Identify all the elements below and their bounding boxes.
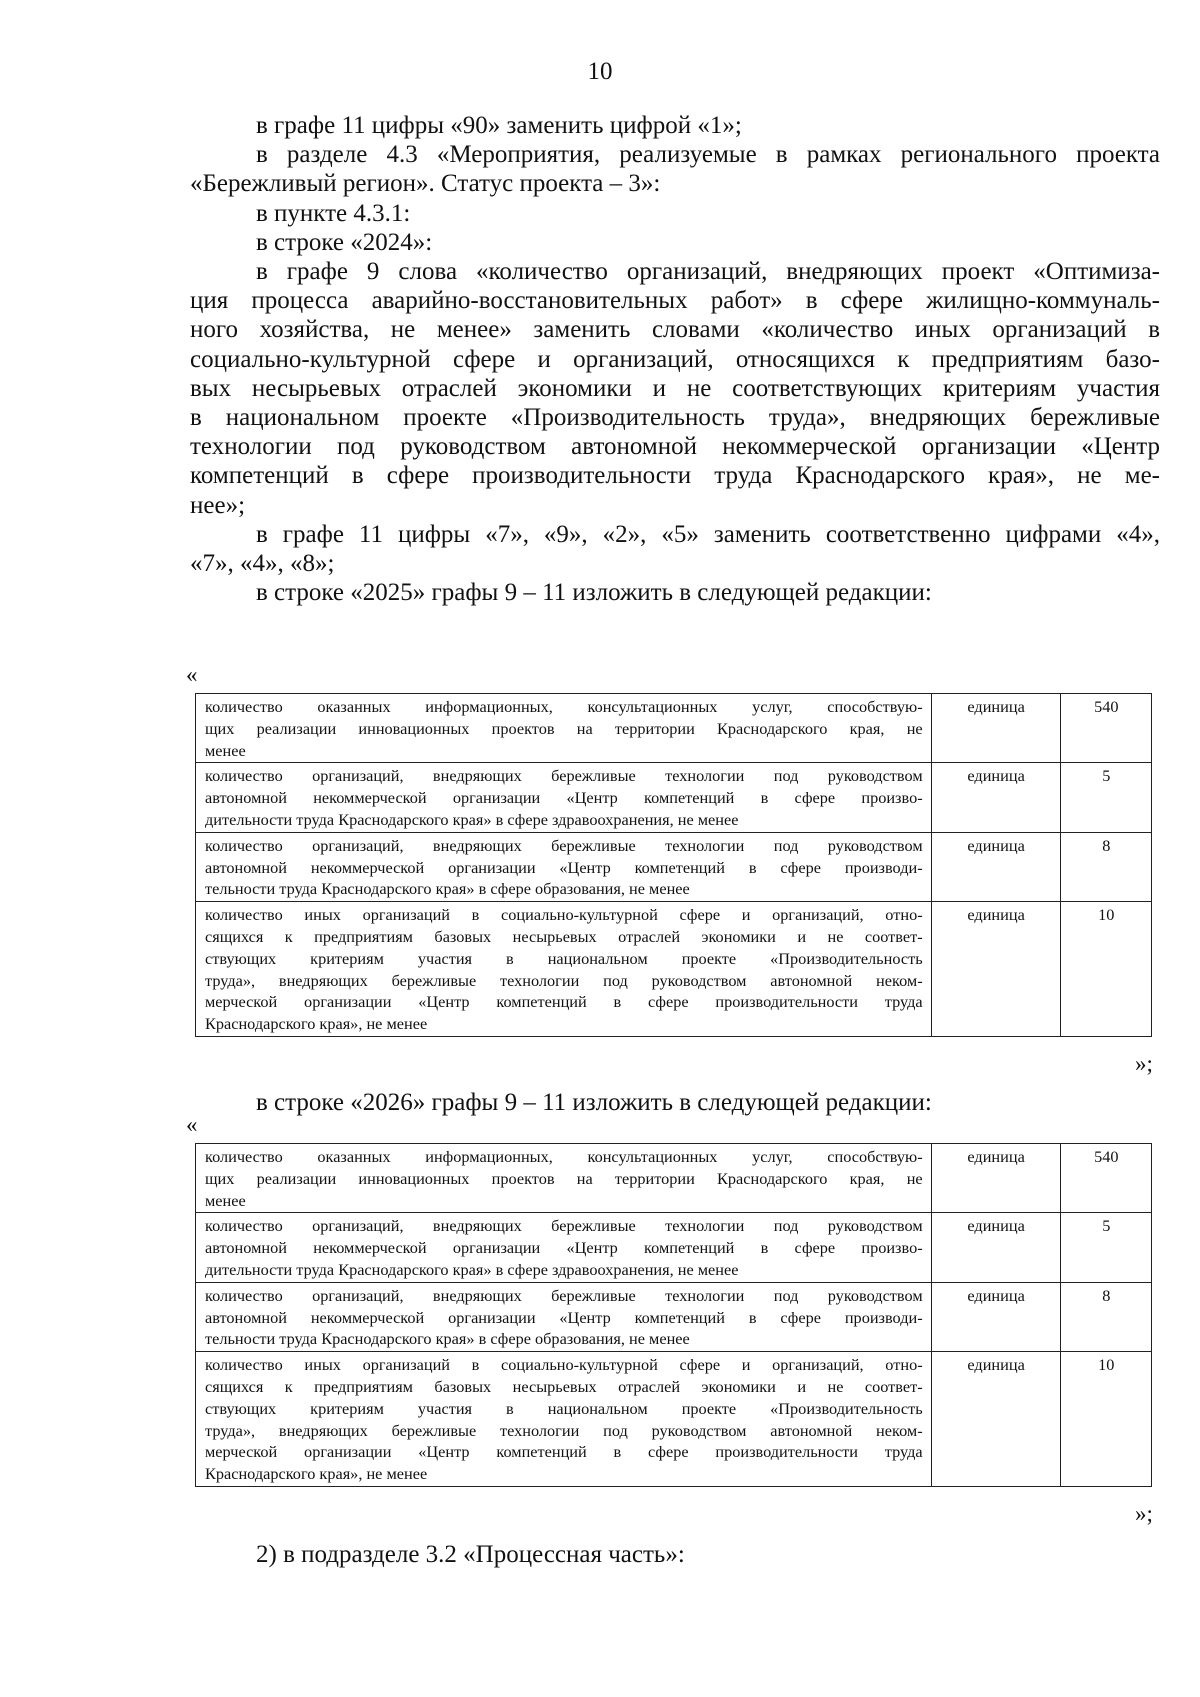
value-cell: 10 [1060, 902, 1151, 1037]
indicator-description-cell [196, 1213, 932, 1282]
closing-quote: »; [1135, 1051, 1153, 1076]
description-line: количество организаций, внедряющих бережливые технологии под руководством [205, 766, 923, 786]
amendment-table-2025 [195, 693, 1152, 1037]
text-line: «7», «4», «8»; [190, 550, 335, 578]
text-line: компетенций в сфере производительности труда Краснодарского края», не ме- [190, 462, 1160, 490]
value-cell: 540 [1060, 694, 1151, 763]
description-line: количество организаций, внедряющих бережливые технологии под руководством [205, 1216, 923, 1236]
description-line: менее [205, 740, 246, 760]
value-cell: 10 [1060, 1352, 1151, 1487]
table-row [196, 902, 1152, 1037]
description-line: количество иных организаций в социально-культурной сфере и организаций, отно- [205, 905, 923, 925]
description-line: мерческой организации «Центр компетенций в сфере производительности труда [205, 1442, 923, 1462]
table-body [196, 1144, 1152, 1487]
text-line: в строке «2025» графы 9 – 11 изложить в следующей редакции: [256, 579, 932, 607]
text-line: в пункте 4.3.1: [256, 199, 411, 227]
text-line: «Бережливый регион». Статус проекта – 3»: [190, 170, 661, 198]
indicator-description-cell [196, 902, 932, 1037]
description-line: количество оказанных информационных, консультационных услуг, способствую- [205, 1147, 923, 1166]
table-row [196, 694, 1152, 763]
table-body [196, 694, 1152, 1037]
value-cell: 8 [1060, 1282, 1151, 1351]
text-line: в национальном проекте «Производительность труда», внедряющих бережливые [190, 404, 1160, 432]
text-line: в графе 9 слова «количество организаций, внедряющих проект «Оптимиза- [256, 258, 1160, 286]
table-row [196, 1144, 1152, 1213]
description-line: Краснодарского края», не менее [205, 1014, 428, 1034]
description-line: дительности труда Краснодарского края» в сфере здравоохранения, не менее [205, 1259, 739, 1279]
description-line: тельности труда Краснодарского края» в сфере образования, не менее [205, 1329, 690, 1349]
description-line: дительности труда Краснодарского края» в сфере здравоохранения, не менее [205, 809, 739, 829]
description-line: автономной некоммерческой организации «Центр компетенций в сфере производи- [205, 1307, 923, 1327]
unit-cell: единица [931, 902, 1060, 1037]
description-line: количество иных организаций в социально-культурной сфере и организаций, отно- [205, 1355, 923, 1375]
text-line: в графе 11 цифры «90» заменить цифрой «1»; [256, 112, 742, 139]
table-row [196, 1282, 1152, 1351]
description-line: автономной некоммерческой организации «Центр компетенций в сфере произво- [205, 1238, 923, 1258]
description-line: менее [205, 1190, 246, 1210]
row-2026-intro-block [190, 1088, 1160, 1117]
description-line: щих реализации инновационных проектов на территории Краснодарского края, не [205, 718, 923, 738]
subsection-paragraph: 2) в подразделе 3.2 «Процессная часть»: [256, 1541, 685, 1568]
opening-quote: « [186, 662, 198, 687]
description-line: Краснодарского края», не менее [205, 1464, 428, 1484]
text-line: социально-культурной сфере и организаций, относящихся к предприятиям базо- [190, 345, 1160, 373]
description-line: щих реализации инновационных проектов на территории Краснодарского края, не [205, 1168, 923, 1188]
text-line: ция процесса аварийно-восстановительных работ» в сфере жилищно-коммуналь- [190, 287, 1160, 315]
text-line: в графе 11 цифры «7», «9», «2», «5» заменить соответственно цифрами «4», [256, 520, 1160, 548]
indicator-description-cell [196, 694, 932, 763]
description-line: автономной некоммерческой организации «Центр компетенций в сфере производи- [205, 857, 923, 877]
unit-cell: единица [931, 1352, 1060, 1487]
page-number: 10 [587, 58, 613, 85]
description-line: ствующих критериям участия в национальном проекте «Производительность [205, 1398, 923, 1418]
unit-cell: единица [931, 694, 1060, 763]
unit-cell: единица [931, 1282, 1060, 1351]
text-line: в строке «2026» графы 9 – 11 изложить в следующей редакции: [256, 1089, 932, 1116]
table-row [196, 1352, 1152, 1487]
description-line: количество оказанных информационных, консультационных услуг, способствую- [205, 697, 923, 716]
description-line: автономной некоммерческой организации «Центр компетенций в сфере произво- [205, 788, 923, 808]
unit-cell: единица [931, 1213, 1060, 1282]
text-line: в строке «2024»: [256, 228, 433, 256]
description-line: труда», внедряющих бережливые технологии под руководством автономной неком- [205, 1420, 923, 1440]
description-line: мерческой организации «Центр компетенций в сфере производительности труда [205, 992, 923, 1012]
opening-quote: « [186, 1112, 198, 1137]
description-line: количество организаций, внедряющих бережливые технологии под руководством [205, 835, 923, 855]
value-cell: 5 [1060, 763, 1151, 832]
description-line: сящихся к предприятиям базовых несырьевых отраслей экономики и не соответ- [205, 926, 923, 946]
unit-cell: единица [931, 832, 1060, 901]
description-line: сящихся к предприятиям базовых несырьевых отраслей экономики и не соответ- [205, 1376, 923, 1396]
table-row [196, 1213, 1152, 1282]
indicator-description-cell [196, 1352, 932, 1487]
closing-quote: »; [1135, 1501, 1153, 1526]
description-line: тельности труда Краснодарского края» в сфере образования, не менее [205, 879, 690, 899]
indicator-description-cell [196, 1282, 932, 1351]
text-line: технологии под руководством автономной некоммерческой организации «Центр [190, 433, 1160, 461]
indicator-description-cell [196, 1144, 932, 1213]
text-line: вых несырьевых отраслей экономики и не соответствующих критериям участия [190, 374, 1160, 402]
text-line: ного хозяйства, не менее» заменить словами «количество иных организаций в [190, 316, 1160, 344]
text-line: нее»; [190, 491, 246, 519]
body-text [190, 111, 1160, 607]
description-line: количество организаций, внедряющих бережливые технологии под руководством [205, 1285, 923, 1305]
table-row [196, 763, 1152, 832]
description-line: ствующих критериям участия в национальном проекте «Производительность [205, 948, 923, 968]
indicator-description-cell [196, 832, 932, 901]
unit-cell: единица [931, 763, 1060, 832]
indicator-description-cell [196, 763, 932, 832]
text-line: в разделе 4.3 «Мероприятия, реализуемые в рамках регионального проекта [256, 141, 1160, 169]
description-line: труда», внедряющих бережливые технологии под руководством автономной неком- [205, 970, 923, 990]
table-row [196, 832, 1152, 901]
value-cell: 8 [1060, 832, 1151, 901]
unit-cell: единица [931, 1144, 1060, 1213]
value-cell: 5 [1060, 1213, 1151, 1282]
amendment-table-2026 [195, 1143, 1152, 1487]
value-cell: 540 [1060, 1144, 1151, 1213]
